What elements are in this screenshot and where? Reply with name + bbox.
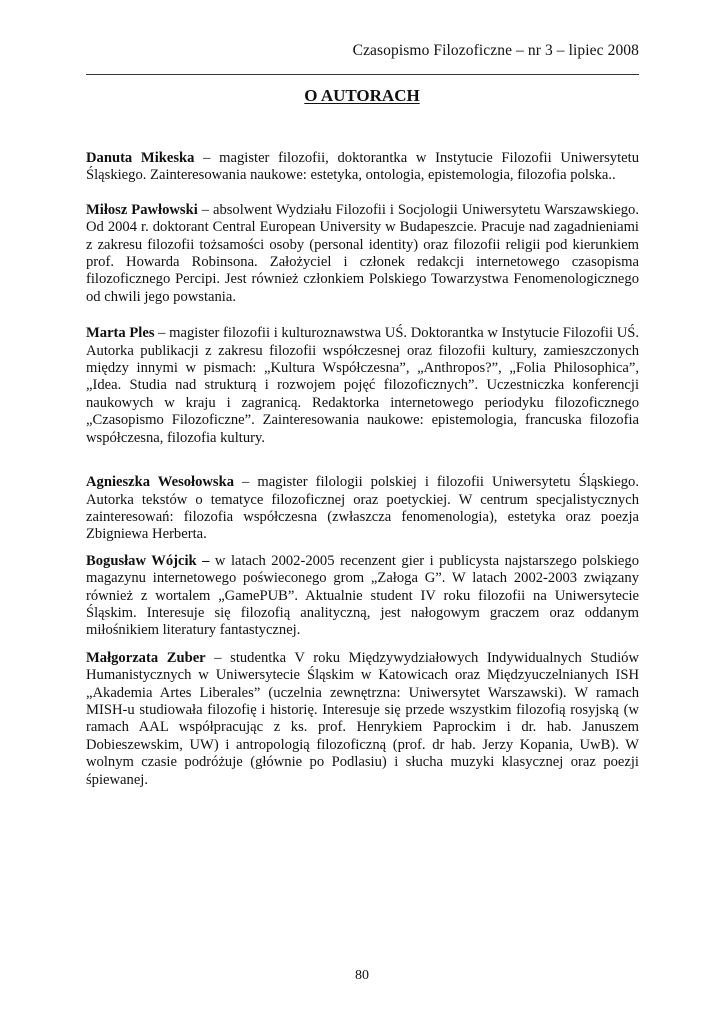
- author-name: Marta Ples: [86, 325, 155, 342]
- author-description: w latach 2002-2005 recenzent gier i publicysta najstarszego polskiego magazynu internetowego poświeconego grom „Załoga G”. W latach 2002-2003 związany również z wortalem „GamePUB”. Aktualnie student IV roku filozofii na Uniwersytecie Śląskim. Interesuje się filozofią analityczną, jest nałogowym graczem oraz oddanym miłośnikiem literatury fantastycznej.: [86, 552, 639, 639]
- author-bio: [86, 474, 639, 544]
- author-bios: [86, 150, 639, 789]
- header-divider: [86, 74, 639, 75]
- author-description: – studentka V roku Międzywydziałowych Indywidualnych Studiów Humanistycznych w Uniwersytecie Śląskim w Katowicach oraz Międzyuczelnianych ISH „Akademia Artes Liberales” (uczelnia zewnętrzna: Uniwersytet Warszawski). W ramach MISH-u studiowała filozofię i historię. Interesuje się przede wszystkim filozofią rosyjską (w ramach AAL współpracując z ks. prof. Henrykiem Paprockim i dr. hab. Januszem Dobieszewskim, UW) i antropologią filozoficzną (prof. dr hab. Jerzy Kopania, UwB). W wolnym czasie podróżuje (głównie po Podlasiu) i słucha muzyki klasycznej oraz poezji śpiewanej.: [86, 649, 639, 788]
- author-bio: [86, 650, 639, 789]
- author-bio: [86, 150, 639, 185]
- author-name: Miłosz Pawłowski: [86, 201, 198, 218]
- author-name: Agnieszka Wesołowska: [86, 474, 235, 491]
- author-description: – magister filozofii, doktorantka w Instytucie Filozofii Uniwersytetu Śląskiego. Zainteresowania naukowe: estetyka, ontologia, epistemologia, filozofia polska..: [86, 150, 639, 184]
- running-header: Czasopismo Filozoficzne – nr 3 – lipiec 2008: [352, 42, 639, 59]
- author-bio: [86, 202, 639, 306]
- author-bio: [86, 553, 639, 640]
- author-name: Małgorzata Zuber: [86, 649, 206, 666]
- page-number: 80: [355, 968, 369, 983]
- author-name: Danuta Mikeska: [86, 150, 195, 166]
- author-description: – magister filozofii i kulturoznawstwa UŚ. Doktorantka w Instytucie Filozofii UŚ. Autorka publikacji z zakresu filozofii współczesnej oraz filozofii kultury, zamieszczonych między innymi w pismach: „Kultura Współczesna”, „Anthropos?”, „Folia Philosophica”, „Idea. Studia nad strukturą i rozwojem pojęć filozoficznych”. Uczestniczka konferencji naukowych w kraju i zagranicą. Redaktorka internetowego periodyku filozoficznego „Czasopismo Filozoficzne”. Zainteresowania naukowe: epistemologia, francuska filozofia współczesna, filozofia kultury.: [86, 325, 639, 446]
- author-bio: [86, 325, 639, 447]
- author-description: – magister filologii polskiej i filozofii Uniwersytetu Śląskiego. Autorka tekstów o tematyce filozoficznej oraz poetyckiej. W centrum specjalistycznych zainteresowań: filozofia współczesna (zwłaszcza fenomenologia), estetyka oraz poezja Zbigniewa Herberta.: [86, 474, 639, 543]
- page-title: O AUTORACH: [304, 86, 420, 105]
- author-name: Bogusław Wójcik –: [86, 552, 210, 569]
- author-description: – absolwent Wydziału Filozofii i Socjologii Uniwersytetu Warszawskiego. Od 2004 r. doktorant Central European University w Budapeszcie. Pracuje nad zagadnieniami z zakresu filozofii tożsamości osoby (personal identity) oraz filozofii religii pod kierunkiem prof. Howarda Robinsona. Założyciel i członek redakcji internetowego czasopisma filozoficznego Percipi. Jest również członkiem Polskiego Towarzystwa Fenomenologicznego od chwili jego powstania.: [86, 201, 639, 305]
